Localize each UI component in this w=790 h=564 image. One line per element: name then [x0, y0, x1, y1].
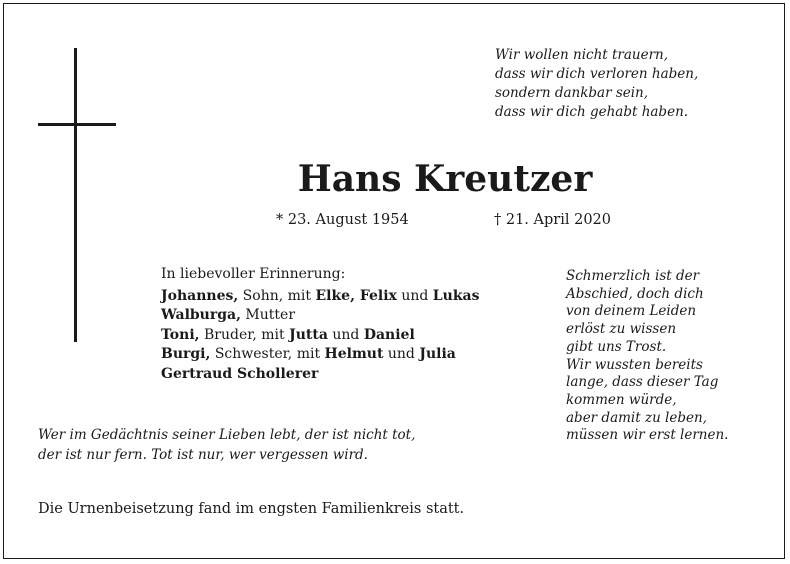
- cross-horizontal-bar: [38, 123, 116, 126]
- poem-line: dass wir dich gehabt haben.: [495, 104, 689, 120]
- family-name: Julia: [419, 346, 456, 362]
- family-line: [161, 306, 479, 326]
- birth-date: * 23. August 1954: [276, 212, 409, 228]
- family-line: [161, 345, 479, 365]
- family-list: [161, 287, 479, 385]
- side-verse-line: aber damit zu leben,: [566, 409, 707, 426]
- family-relation: Bruder, mit: [199, 326, 290, 343]
- family-name: Helmut: [324, 346, 384, 362]
- family-name: Gertraud Schollerer: [161, 365, 319, 382]
- family-relation: Mutter: [240, 307, 296, 323]
- side-verse-line: lange, dass dieser Tag: [566, 374, 719, 391]
- family-line: [161, 287, 479, 307]
- side-verse: [566, 268, 728, 445]
- family-name: Jutta: [289, 326, 328, 343]
- side-verse-line: kommen würde,: [566, 391, 677, 408]
- poem: [495, 46, 698, 122]
- family-name: Burgi,: [161, 346, 211, 362]
- side-verse-line: gibt uns Trost.: [566, 338, 667, 355]
- side-verse-line: Abschied, doch dich: [566, 285, 704, 302]
- poem-line: Wir wollen nicht trauern,: [495, 47, 669, 63]
- family-relation: und: [396, 287, 433, 304]
- family-relation: und: [327, 326, 364, 343]
- side-verse-line: Schmerzlich ist der: [566, 268, 700, 284]
- family-name: Daniel: [363, 326, 415, 343]
- quote-line: der ist nur fern. Tot ist nur, wer vergessen wird.: [38, 446, 368, 463]
- burial-notice: Die Urnenbeisetzung fand im engsten Familienkreis statt.: [38, 501, 465, 517]
- side-verse-line: Wir wussten bereits: [566, 356, 703, 373]
- family-relation: Schwester, mit: [210, 346, 325, 362]
- side-verse-line: erlöst zu wissen: [566, 321, 677, 338]
- family-relation: Sohn, mit: [238, 287, 316, 304]
- memorial-quote: [38, 426, 415, 465]
- poem-line: sondern dankbar sein,: [495, 85, 649, 101]
- side-verse-line: müssen wir erst lernen.: [566, 427, 729, 444]
- family-name: Elke, Felix: [315, 287, 397, 304]
- family-name: Toni,: [161, 326, 200, 343]
- deceased-name: Hans Kreutzer: [297, 158, 593, 200]
- family-line: [161, 365, 479, 385]
- remembrance-block: [161, 265, 479, 384]
- remembrance-heading: In liebevoller Erinnerung:: [161, 266, 346, 282]
- family-relation: und: [383, 346, 420, 362]
- family-name: Walburga,: [161, 307, 241, 323]
- death-date: † 21. April 2020: [494, 212, 611, 228]
- family-line: [161, 326, 479, 346]
- poem-line: dass wir dich verloren haben,: [495, 66, 699, 82]
- family-name: Johannes,: [161, 287, 239, 304]
- quote-line: Wer im Gedächtnis seiner Lieben lebt, der ist nicht tot,: [38, 427, 416, 443]
- family-name: Lukas: [432, 287, 480, 304]
- side-verse-line: von deinem Leiden: [566, 303, 697, 320]
